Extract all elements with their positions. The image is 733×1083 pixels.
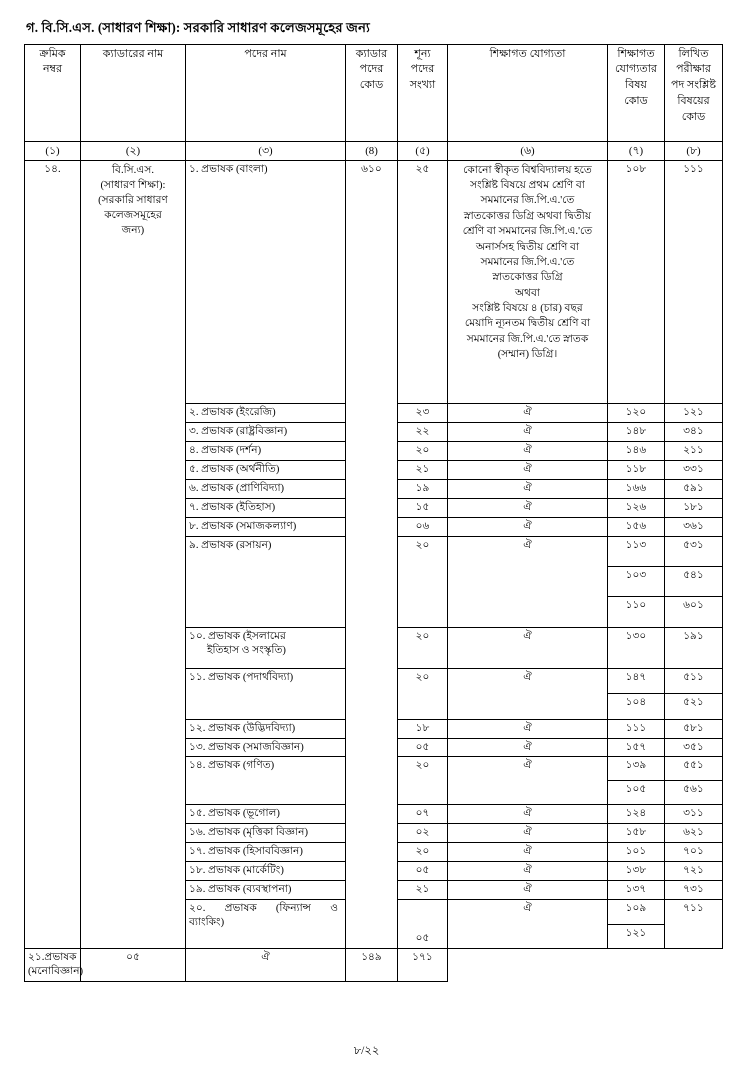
cell-qualification-ditto: ঐ	[448, 460, 608, 479]
cell-written-exam-code: ১১১	[665, 160, 723, 403]
cell-subject-code: ১০৯	[608, 900, 665, 925]
cell-vacancy-count: ২০	[398, 627, 448, 668]
cell-written-exam-code: ৫৪১	[665, 566, 723, 596]
column-number-4: (8)	[346, 141, 398, 160]
cell-vacancy-count: ২১	[398, 460, 448, 479]
cell-written-exam-code: ১৮১	[665, 498, 723, 517]
cell-post-name: ১৯. প্রভাষক (ব্যবস্থাপনা)	[186, 881, 346, 900]
table-header	[25, 44, 723, 160]
qual-line: কোনো স্বীকৃত বিশ্ববিদ্যালয় হতে	[463, 164, 592, 176]
qualification-text	[451, 163, 604, 363]
cell-subject-code: ১৩০	[608, 627, 665, 668]
cell-vacancy-count: ২০	[398, 668, 448, 719]
cell-vacancy-count: ০৭	[398, 805, 448, 824]
column-header-written-exam-code	[665, 44, 723, 141]
column-header-cadre-name	[81, 44, 186, 141]
column-header-vacancy-count	[398, 44, 448, 141]
column-header-qualification	[448, 44, 608, 141]
cell-subject-code: ১৩৮	[608, 862, 665, 881]
cell-subject-code: ১৫৭	[608, 738, 665, 757]
cell-qualification-ditto: ঐ	[448, 719, 608, 738]
cell-qualification-ditto: ঐ	[448, 824, 608, 843]
cell-post-name: ১১. প্রভাষক (পদার্থবিদ্যা)	[186, 668, 346, 719]
header-line: শিক্ষাগত যোগ্যতা	[489, 47, 566, 60]
cell-qualification-ditto: ঐ	[448, 862, 608, 881]
cell-cadre-name	[81, 160, 186, 949]
cell-vacancy-count: ০৫	[398, 862, 448, 881]
cell-vacancy-count: ২১	[398, 881, 448, 900]
cell-subject-code: ১১১	[608, 719, 665, 738]
cell-subject-code: ১৪৭	[608, 668, 665, 694]
header-line: ক্যাডারের নাম	[102, 47, 164, 60]
cell-subject-code: ১২১	[608, 924, 665, 949]
qual-line: সমমানের জি.পি.এ.'তে	[480, 256, 575, 268]
cell-qualification	[448, 160, 608, 403]
header-line: কোড	[359, 79, 384, 92]
cell-subject-code: ১৫৬	[608, 517, 665, 536]
page-number: ৮/২২	[353, 1045, 380, 1057]
cell-qualification-ditto: ঐ	[448, 805, 608, 824]
table-row	[25, 949, 723, 982]
cell-written-exam-code: ৫৯১	[665, 479, 723, 498]
table-row	[25, 160, 723, 403]
cell-written-exam-code: ৭১১	[665, 900, 723, 949]
cell-subject-code: ১১০	[608, 597, 665, 627]
cell-vacancy-count: ২০	[398, 843, 448, 862]
vacancy-table	[24, 44, 723, 983]
cell-qualification-ditto: ঐ	[448, 668, 608, 719]
column-number-row	[25, 141, 723, 160]
cadre-line: কলেজসমূহের	[104, 209, 162, 221]
cell-post-name: ১. প্রভাষক (বাংলা)	[186, 160, 346, 403]
cadre-line: জন্য)	[121, 224, 145, 236]
cell-vacancy-count: ২০	[398, 441, 448, 460]
cell-subject-code: ১৪৮	[608, 422, 665, 441]
column-number-6: (৬)	[448, 141, 608, 160]
cell-post-name: ৪. প্রভাষক (দর্শন)	[186, 441, 346, 460]
header-line: কোড	[624, 95, 648, 108]
cell-vacancy-count: ০৫	[398, 738, 448, 757]
cell-post-name: ৬. প্রভাষক (প্রাণিবিদ্যা)	[186, 479, 346, 498]
cell-written-exam-code: ৩৫১	[665, 738, 723, 757]
qual-line: (সম্মান) ডিগ্রি।	[497, 349, 558, 361]
cell-written-exam-code: ১২১	[665, 403, 723, 422]
cell-written-exam-code: ৫৫১	[665, 757, 723, 781]
cell-qualification-ditto: ঐ	[448, 738, 608, 757]
cell-subject-code: ১২০	[608, 403, 665, 422]
cell-post-name: ৯. প্রভাষক (রসায়ন)	[186, 536, 346, 627]
qual-line: স্নাতকোত্তর ডিগ্রি	[492, 272, 563, 284]
column-number-7: (৭)	[608, 141, 665, 160]
cell-post-name: ৫. প্রভাষক (অর্থনীতি)	[186, 460, 346, 479]
qual-line: সমমানের জি.পি.এ.'তে	[480, 195, 575, 207]
post-name-line1: ২০. প্রভাষক (ফিন্যান্স ও	[189, 903, 338, 915]
cell-vacancy-count: ১৫	[398, 498, 448, 517]
cell-qualification-ditto: ঐ	[448, 843, 608, 862]
cell-post-name	[186, 627, 346, 668]
cell-subject-code: ১০৮	[608, 160, 665, 403]
cell-post-name: ২. প্রভাষক (ইংরেজি)	[186, 403, 346, 422]
cell-qualification-ditto: ঐ	[448, 403, 608, 422]
cell-subject-code: ১৪৯	[346, 949, 398, 982]
qual-line: সমমানের জি.পি.এ.'তে স্নাতক	[466, 333, 589, 345]
qual-line: সংশ্লিষ্ট বিষয়ে ৪ (চার) বছর	[472, 302, 583, 314]
cell-qualification-ditto: ঐ	[448, 536, 608, 627]
cell-post-name: ১৬. প্রভাষক (মৃত্তিকা বিজ্ঞান)	[186, 824, 346, 843]
qual-line: অথবা	[514, 287, 540, 299]
cell-vacancy-count: ২৩	[398, 403, 448, 422]
header-line: পদ সংশ্লিষ্ট	[671, 79, 716, 92]
column-header-post-name	[186, 44, 346, 141]
post-name-line2: ইতিহাস ও সংস্কৃতি)	[207, 644, 286, 656]
cell-vacancy-count: ০৬	[398, 517, 448, 536]
header-line: শিক্ষাগত	[617, 47, 655, 60]
cell-vacancy-count: ১৮	[398, 719, 448, 738]
header-line: পদের	[410, 63, 435, 76]
cell-written-exam-code: ৭২১	[665, 862, 723, 881]
cell-post-name: ১৭. প্রভাষক (হিসাববিজ্ঞান)	[186, 843, 346, 862]
qual-line: সংশ্লিষ্ট বিষয়ে প্রথম শ্রেণি বা	[470, 180, 585, 192]
cell-post-name: ১৮. প্রভাষক (মার্কেটিং)	[186, 862, 346, 881]
table-body	[25, 160, 723, 982]
cell-qualification-ditto: ঐ	[448, 517, 608, 536]
column-header-subject-code	[608, 44, 665, 141]
cell-subject-code: ১২৪	[608, 805, 665, 824]
cell-cadre-post-code: ৬১০	[346, 160, 398, 949]
cell-subject-code: ১৩৭	[608, 881, 665, 900]
cell-post-name: ২১.প্রভাষক (মনোবিজ্ঞান)	[25, 949, 81, 982]
cell-qualification-ditto: ঐ	[448, 757, 608, 805]
header-line: পদের নাম	[244, 47, 287, 60]
column-header-serial	[25, 44, 81, 141]
cell-written-exam-code: ৫৮১	[665, 719, 723, 738]
header-line: নম্বর	[42, 63, 63, 76]
cell-subject-code: ১৬৬	[608, 479, 665, 498]
cell-subject-code: ১০৫	[608, 781, 665, 805]
cadre-line: বি.সি.এস.	[112, 164, 154, 176]
cell-written-exam-code: ৫১১	[665, 668, 723, 694]
cell-vacancy-count: ২০	[398, 757, 448, 805]
column-number-1: (১)	[25, 141, 81, 160]
cell-vacancy-count: ১৯	[398, 479, 448, 498]
cell-written-exam-code: ৫২১	[665, 694, 723, 720]
cell-post-name: ১২. প্রভাষক (উদ্ভিদবিদ্যা)	[186, 719, 346, 738]
column-number-5: (৫)	[398, 141, 448, 160]
post-name-line1: ১০. প্রভাষক (ইসলামের	[189, 630, 286, 642]
column-number-2: (২)	[81, 141, 186, 160]
cell-vacancy-count: ০৫	[81, 949, 186, 982]
cell-subject-code: ১০৩	[608, 566, 665, 596]
header-line: পরীক্ষার	[676, 63, 711, 76]
cell-vacancy-count: ০৫	[398, 900, 448, 949]
cell-post-name: ১৫. প্রভাষক (ভূগোল)	[186, 805, 346, 824]
cell-post-name: ১৪. প্রভাষক (গণিত)	[186, 757, 346, 805]
cell-qualification-ditto: ঐ	[448, 881, 608, 900]
cell-subject-code: ১৫৮	[608, 824, 665, 843]
cell-subject-code: ১০৪	[608, 694, 665, 720]
header-line: ক্রমিক	[39, 47, 66, 60]
cell-written-exam-code: ৬০১	[665, 597, 723, 627]
cell-written-exam-code: ১৭১	[398, 949, 448, 982]
cell-vacancy-count: ২৫	[398, 160, 448, 403]
header-line: শূন্য	[414, 47, 431, 60]
cell-written-exam-code: ৩৬১	[665, 517, 723, 536]
header-line: যোগ্যতার	[615, 63, 657, 76]
cadre-line: (সরকারি সাধারণ	[98, 194, 168, 206]
header-line: কোড	[681, 111, 706, 124]
qual-line: স্নাতকোত্তর ডিগ্রি অথবা দ্বিতীয়	[463, 210, 592, 222]
qual-line: শ্রেণি বা সমমানের জি.পি.এ.'তে	[462, 226, 593, 238]
cell-qualification-ditto: ঐ	[186, 949, 346, 982]
cell-post-name	[186, 900, 346, 949]
header-line: বিষয়	[625, 79, 647, 92]
cell-qualification-ditto: ঐ	[448, 479, 608, 498]
cell-written-exam-code: ৫৬১	[665, 781, 723, 805]
cell-written-exam-code: ২১১	[665, 441, 723, 460]
header-line: লিখিত	[678, 47, 709, 60]
page-title: গ. বি.সি.এস. (সাধারণ শিক্ষা): সরকারি সাধারণ কলেজসমূহের জন্য	[26, 20, 370, 35]
cell-post-name: ৭. প্রভাষক (ইতিহাস)	[186, 498, 346, 517]
post-name-line2: ব্যাংকিং)	[189, 917, 225, 929]
header-line: ক্যাডার	[355, 47, 388, 60]
cell-subject-code: ১০১	[608, 843, 665, 862]
qual-line: অনার্সসহ দ্বিতীয় শ্রেণি বা	[475, 241, 580, 253]
cell-post-name: ১৩. প্রভাষক (সমাজবিজ্ঞান)	[186, 738, 346, 757]
column-number-8: (৮)	[665, 141, 723, 160]
cell-post-name: ৩. প্রভাষক (রাষ্ট্রবিজ্ঞান)	[186, 422, 346, 441]
cell-qualification-ditto: ঐ	[448, 627, 608, 668]
column-header-cadre-post-code	[346, 44, 398, 141]
cell-written-exam-code: ৭০১	[665, 843, 723, 862]
cell-qualification-ditto: ঐ	[448, 900, 608, 949]
cell-written-exam-code: ১৯১	[665, 627, 723, 668]
cell-written-exam-code: ৩৩১	[665, 460, 723, 479]
cell-subject-code: ১৪৬	[608, 441, 665, 460]
cell-serial-number: ১৪.	[25, 160, 81, 949]
cell-subject-code: ১২৬	[608, 498, 665, 517]
cell-vacancy-count: ২০	[398, 536, 448, 627]
table-header-row	[25, 44, 723, 141]
cell-post-name: ৮. প্রভাষক (সমাজকল্যাণ)	[186, 517, 346, 536]
cell-vacancy-count: ০২	[398, 824, 448, 843]
cell-subject-code: ১১৩	[608, 536, 665, 566]
cell-written-exam-code: ৬২১	[665, 824, 723, 843]
cell-qualification-ditto: ঐ	[448, 441, 608, 460]
cadre-line: (সাধারণ শিক্ষা):	[100, 179, 166, 191]
cell-subject-code: ১১৮	[608, 460, 665, 479]
header-line: বিষয়ের	[677, 95, 710, 108]
cell-written-exam-code: ৩৪১	[665, 422, 723, 441]
cell-written-exam-code: ৫৩১	[665, 536, 723, 566]
qual-line: মেয়াদি ন্যূনতম দ্বিতীয় শ্রেণি বা	[464, 318, 591, 330]
header-line: পদের	[359, 63, 384, 76]
cell-qualification-ditto: ঐ	[448, 498, 608, 517]
cell-written-exam-code: ৭৩১	[665, 881, 723, 900]
cell-vacancy-count: ২২	[398, 422, 448, 441]
header-line: সংখ্যা	[409, 79, 436, 92]
column-number-3: (৩)	[186, 141, 346, 160]
cell-qualification-ditto: ঐ	[448, 422, 608, 441]
cell-written-exam-code: ৩১১	[665, 805, 723, 824]
cell-subject-code: ১৩৯	[608, 757, 665, 781]
